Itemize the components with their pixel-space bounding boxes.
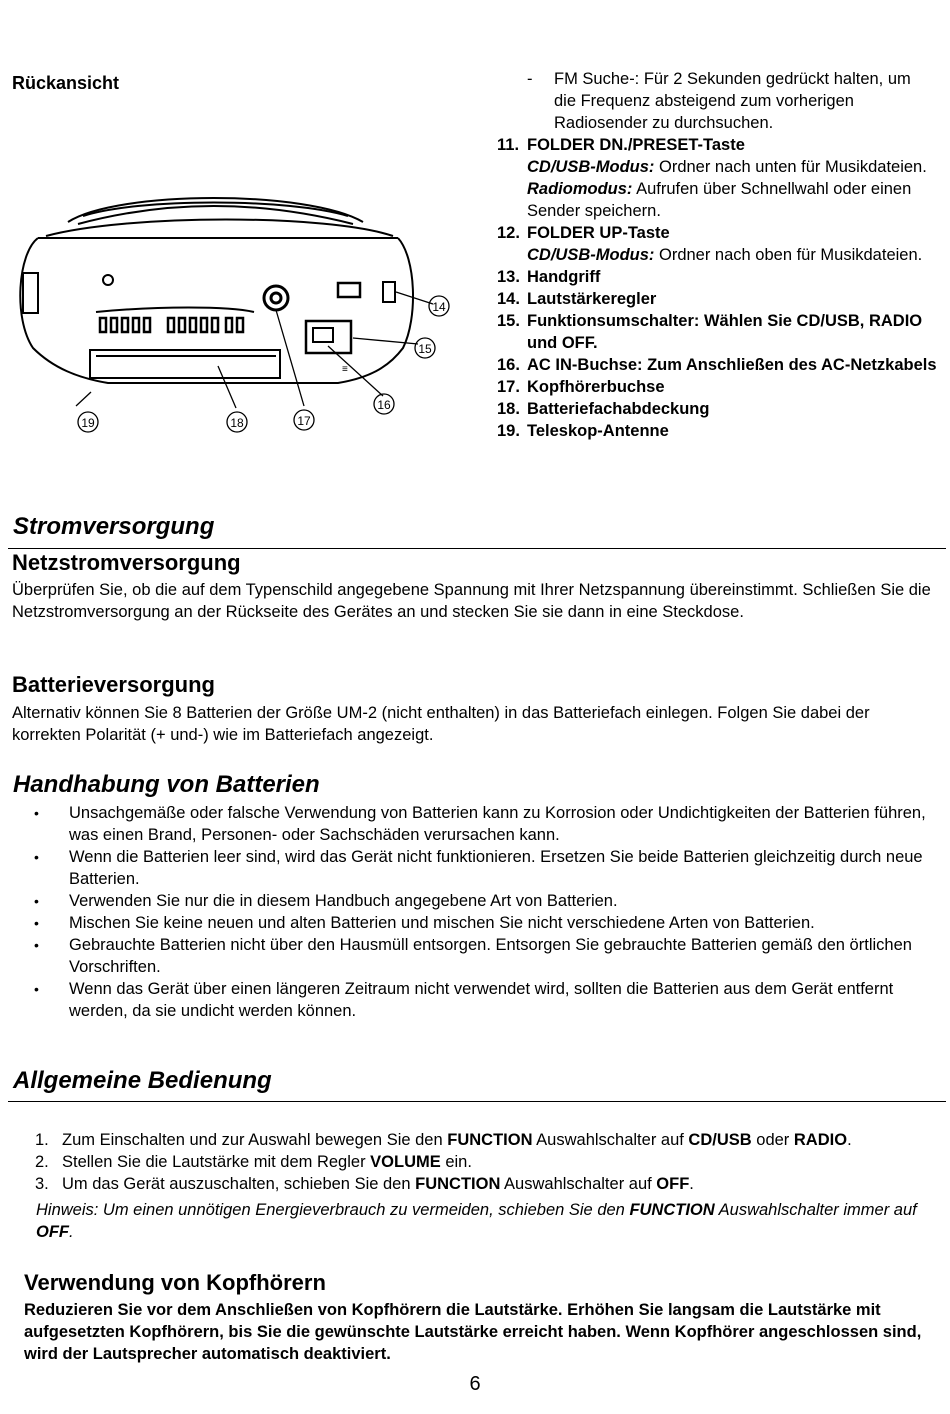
list-item-15 [497,310,937,354]
step-keyword: RADIO [793,1131,848,1149]
list-item-11 [497,134,937,222]
step-2 [35,1151,945,1173]
bullet: • [34,849,39,865]
step-1 [35,1129,945,1151]
item-title: FOLDER DN./PRESET-Taste [527,136,745,154]
step-number: 2. [35,1153,49,1171]
step-keyword: CD/USB [688,1131,752,1149]
item-title: Funktionsumschalter: Wählen Sie CD/USB, RADIO und OFF. [527,312,923,352]
item-title: Batteriefachabdeckung [527,400,710,418]
step-number: 1. [35,1131,49,1149]
operation-note [36,1199,941,1243]
step-keyword: OFF [656,1175,690,1193]
bullet: • [34,805,39,821]
list-item [12,890,942,912]
mode-text: Ordner nach unten für Musikdateien. [654,158,927,176]
step-text: . [847,1131,852,1149]
callout-18: 18 [230,416,244,430]
step-3 [35,1173,945,1195]
list-item-12 [497,222,937,266]
item-title: Kopfhörerbuchse [527,378,665,396]
rear-view-diagram [8,178,458,440]
list-item-text: Wenn das Gerät über einen längeren Zeitraum nicht verwendet wird, sollten die Batterien aus dem Gerät entfernt werden, da sie undicht werden können. [69,980,894,1020]
list-item-text: Verwenden Sie nur die in diesem Handbuch angegebene Art von Batterien. [69,892,618,910]
body-outline [20,238,413,383]
step-text: Zum Einschalten und zur Auswahl bewegen Sie den [62,1131,448,1149]
parts-list [497,68,937,442]
fm-search-dash: - [527,70,533,88]
item-detail-radio [497,178,937,222]
section-divider [8,1101,946,1102]
item-number: 13. [497,268,520,286]
item-number: 11. [497,136,520,154]
rear-view-heading: Rückansicht [12,73,120,93]
callout-15: 15 [418,342,432,356]
fm-search-text: FM Suche-: Für 2 Sekunden gedrückt halten, um die Frequenz absteigend zum vorherigen Radiosender zu durchsuchen. [554,70,911,132]
list-item [12,846,942,890]
list-item [12,978,942,1022]
step-keyword: FUNCTION [415,1175,501,1193]
bullet: • [34,893,39,909]
item-number: 16. [497,356,520,374]
operation-steps [35,1129,945,1195]
list-item-text: Wenn die Batterien leer sind, wird das Gerät nicht funktionieren. Ersetzen Sie beide Batterien gleichzeitig durch neue Batterien. [69,848,923,888]
step-keyword: VOLUME [370,1153,441,1171]
note-text: Hinweis: Um einen unnötigen Energieverbrauch zu vermeiden, schieben Sie den [36,1201,630,1219]
item-number: 18. [497,400,520,418]
list-item-18 [497,398,937,420]
power-section-heading: Stromversorgung [13,513,215,540]
step-text: ein. [440,1153,472,1171]
headphones-heading: Verwendung von Kopfhörern [24,1270,326,1295]
item-detail-cd [497,156,937,178]
list-item-13 [497,266,937,288]
mains-text: Überprüfen Sie, ob die auf dem Typenschild angegebene Spannung mit Ihrer Netzspannung übereinstimmt. Schließen Sie die Netzstromversorgung an der Rückseite des Gerätes an und stecken Sie sie dann in eine Steckdose. [12,581,931,621]
list-item-text: Unsachgemäße oder falsche Verwendung von Batterien kann zu Korrosion oder Undichtigkeiten der Batterien führen, was einen Brand, Personen- oder Sachschäden verursachen kann. [69,804,926,844]
step-number: 3. [35,1175,49,1193]
mode-label: CD/USB-Modus: [527,246,655,264]
callout-14: 14 [432,300,446,314]
step-text: oder [751,1131,794,1149]
item-title: Handgriff [527,268,601,286]
note-keyword: OFF [36,1223,69,1241]
item-number: 17. [497,378,520,396]
list-item [12,802,942,846]
item-number: 19. [497,422,520,440]
step-text: . [689,1175,694,1193]
step-text: Auswahlschalter auf [500,1175,657,1193]
battery-heading: Batterieversorgung [12,672,215,697]
mode-label: CD/USB-Modus: [527,158,655,176]
fm-search-row [497,68,937,134]
battery-cover-outline [90,350,280,378]
step-text: Auswahlschalter auf [532,1131,689,1149]
battery-text: Alternativ können Sie 8 Batterien der Größe UM-2 (nicht enthalten) in das Batteriefach einlegen. Folgen Sie dabei der korrekten Polarität (+ und-) wie im Batteriefach angezeigt. [12,704,870,744]
list-item-14 [497,288,937,310]
step-text: Stellen Sie die Lautstärke mit dem Regler [62,1153,371,1171]
mains-heading: Netzstromversorgung [12,550,241,575]
item-number: 14. [497,290,520,308]
note-keyword: FUNCTION [629,1201,715,1219]
mode-text: Ordner nach oben für Musikdateien. [654,246,923,264]
list-item-text: Mischen Sie keine neuen und alten Batterien und mischen Sie nicht verschiedene Arten von Batterien. [69,914,815,932]
bullet: • [34,981,39,997]
list-item-text: Gebrauchte Batterien nicht über den Hausmüll entsorgen. Entsorgen Sie gebrauchte Batterien gemäß den örtlichen Vorschriften. [69,936,912,976]
list-item-19 [497,420,937,442]
mode-label: Radiomodus: [527,180,633,198]
item-title: FOLDER UP-Taste [527,224,670,242]
callout-17: 17 [297,414,311,428]
bullet: • [34,915,39,931]
item-title: Teleskop-Antenne [527,422,669,440]
bullet: • [34,937,39,953]
step-keyword: FUNCTION [447,1131,533,1149]
list-item [12,912,942,934]
note-text: Auswahlschalter immer auf [714,1201,917,1219]
step-text: Um das Gerät auszuschalten, schieben Sie den [62,1175,416,1193]
item-title: Lautstärkeregler [527,290,657,308]
speaker-mark: ≡ [342,364,348,375]
page-number: 6 [469,1373,481,1395]
headphones-text: Reduzieren Sie vor dem Anschließen von Kopfhörern die Lautstärke. Erhöhen Sie langsam die Lautstärke mit aufgesetzten Kopfhörern, bis Sie die gewünschte Lautstärke erreicht haben. Wenn Kopfhörer angeschlossen sind, wird der Lautsprecher automatisch deaktiviert. [24,1301,922,1363]
mode-text: Aufrufen über Schnellwahl oder einen Sender speichern. [527,180,912,220]
battery-handling-list [12,802,942,1022]
operation-heading: Allgemeine Bedienung [13,1067,272,1094]
list-item-16 [497,354,937,376]
item-detail-cd [497,244,937,266]
item-number: 12. [497,224,520,242]
list-item-17 [497,376,937,398]
callout-16: 16 [377,398,391,412]
battery-handling-heading: Handhabung von Batterien [13,771,320,798]
list-item [12,934,942,978]
item-title: AC IN-Buchse: Zum Anschließen des AC-Netzkabels [527,356,937,374]
item-number: 15. [497,312,520,330]
callout-19: 19 [81,416,95,430]
note-text: . [69,1223,74,1241]
